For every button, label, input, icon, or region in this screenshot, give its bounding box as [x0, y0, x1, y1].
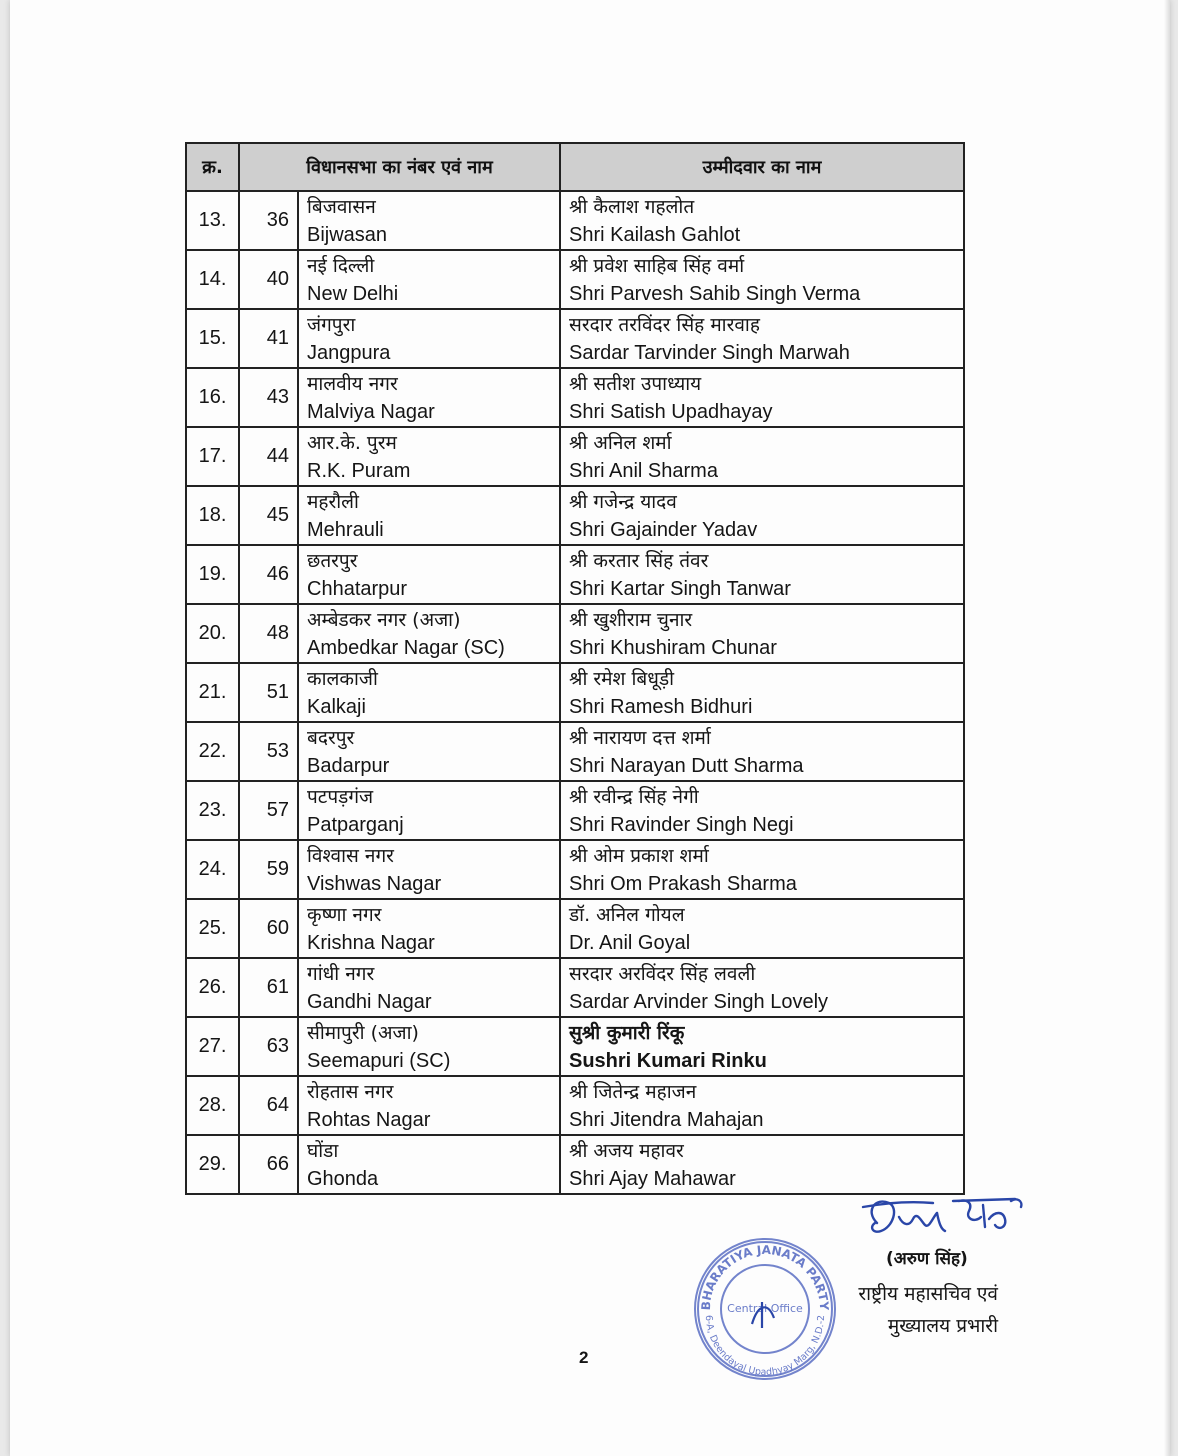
- constituency-number-cell: 60: [239, 899, 298, 958]
- constituency-number-cell: 57: [239, 781, 298, 840]
- serial-cell: 17.: [186, 427, 239, 486]
- constituency-number-cell: 66: [239, 1135, 298, 1194]
- constituency-number-cell: 41: [239, 309, 298, 368]
- candidate-name-cell: [560, 958, 964, 1017]
- candidate-name-hindi: श्री जितेन्द्र महाजन: [569, 1081, 697, 1103]
- candidate-name-cell: [560, 722, 964, 781]
- constituency-name-hindi: कृष्णा नगर: [307, 904, 382, 926]
- constituency-name-english: Ambedkar Nagar (SC): [307, 637, 505, 659]
- constituency-name-english: Mehrauli: [307, 519, 384, 541]
- table-row: [186, 899, 964, 958]
- signatory-title-line2: मुख्यालय प्रभारी: [887, 1315, 998, 1337]
- constituency-name-hindi: पटपड़गंज: [307, 786, 374, 808]
- svg-text:BHARATIYA JANATA PARTY: BHARATIYA JANATA PARTY: [698, 1242, 832, 1311]
- candidate-name-english: Shri Parvesh Sahib Singh Verma: [569, 283, 861, 305]
- page-number: 2: [579, 1348, 589, 1367]
- constituency-number-cell: 61: [239, 958, 298, 1017]
- candidate-name-hindi: सरदार तरविंदर सिंह मारवाह: [569, 314, 760, 336]
- serial-cell: 13.: [186, 191, 239, 250]
- constituency-name-cell: [298, 781, 560, 840]
- table-row: [186, 368, 964, 427]
- candidate-name-cell: [560, 604, 964, 663]
- serial-cell: 24.: [186, 840, 239, 899]
- candidate-name-english: Sardar Tarvinder Singh Marwah: [569, 342, 850, 364]
- constituency-name-cell: [298, 309, 560, 368]
- constituency-name-english: New Delhi: [307, 283, 399, 305]
- table-row: [186, 486, 964, 545]
- header-serial: क्र.: [186, 143, 239, 191]
- table-row: [186, 722, 964, 781]
- constituency-name-hindi: घोंडा: [307, 1140, 339, 1162]
- serial-cell: 22.: [186, 722, 239, 781]
- candidate-name-cell: [560, 1135, 964, 1194]
- candidate-name-cell: [560, 840, 964, 899]
- constituency-name-hindi: सीमापुरी (अजा): [307, 1022, 419, 1044]
- table-row: [186, 1017, 964, 1076]
- candidate-name-hindi: श्री गजेन्द्र यादव: [569, 491, 677, 513]
- candidate-name-cell: [560, 545, 964, 604]
- candidate-name-hindi: श्री खुशीराम चुनार: [569, 609, 693, 631]
- candidate-name-hindi: श्री अजय महावर: [569, 1140, 684, 1162]
- serial-cell: 23.: [186, 781, 239, 840]
- document-page: [10, 0, 1170, 1456]
- constituency-name-cell: [298, 486, 560, 545]
- constituency-name-english: Chhatarpur: [307, 578, 408, 600]
- constituency-name-cell: [298, 663, 560, 722]
- candidate-name-english: Shri Gajainder Yadav: [569, 519, 758, 541]
- serial-cell: 27.: [186, 1017, 239, 1076]
- table-row: [186, 191, 964, 250]
- candidate-name-hindi: श्री नारायण दत्त शर्मा: [569, 727, 711, 749]
- candidate-name-english: Sushri Kumari Rinku: [569, 1050, 767, 1072]
- constituency-name-hindi: रोहतास नगर: [307, 1081, 394, 1103]
- candidate-name-hindi: श्री ओम प्रकाश शर्मा: [569, 845, 709, 867]
- constituency-name-cell: [298, 722, 560, 781]
- constituency-name-cell: [298, 1017, 560, 1076]
- candidate-name-english: Sardar Arvinder Singh Lovely: [569, 991, 829, 1013]
- candidate-name-cell: [560, 1076, 964, 1135]
- serial-cell: 28.: [186, 1076, 239, 1135]
- constituency-number-cell: 36: [239, 191, 298, 250]
- table-row: [186, 840, 964, 899]
- candidate-name-cell: [560, 427, 964, 486]
- constituency-name-hindi: आर.के. पुरम: [307, 432, 397, 454]
- candidate-name-cell: [560, 368, 964, 427]
- table-row: [186, 250, 964, 309]
- serial-cell: 19.: [186, 545, 239, 604]
- candidate-name-english: Dr. Anil Goyal: [569, 932, 691, 954]
- candidate-name-english: Shri Om Prakash Sharma: [569, 873, 797, 895]
- constituency-name-english: Patparganj: [307, 814, 404, 836]
- candidate-name-english: Shri Khushiram Chunar: [569, 637, 777, 659]
- candidate-name-hindi: सुश्री कुमारी रिंकू: [569, 1022, 685, 1044]
- candidate-list-table: [185, 142, 965, 1195]
- constituency-name-english: Gandhi Nagar: [307, 991, 432, 1013]
- candidate-name-english: Shri Jitendra Mahajan: [569, 1109, 764, 1131]
- candidate-name-cell: [560, 663, 964, 722]
- candidate-name-cell: [560, 191, 964, 250]
- constituency-name-cell: [298, 250, 560, 309]
- signatory-name: (अरुण सिंह): [886, 1249, 968, 1269]
- table-row: [186, 604, 964, 663]
- constituency-number-cell: 53: [239, 722, 298, 781]
- constituency-name-cell: [298, 899, 560, 958]
- constituency-name-cell: [298, 368, 560, 427]
- table-row: [186, 427, 964, 486]
- candidate-name-english: Shri Kartar Singh Tanwar: [569, 578, 791, 600]
- table-row: [186, 1076, 964, 1135]
- constituency-name-hindi: नई दिल्ली: [307, 255, 375, 277]
- constituency-name-cell: [298, 191, 560, 250]
- serial-cell: 14.: [186, 250, 239, 309]
- constituency-name-hindi: छतरपुर: [307, 550, 358, 572]
- constituency-name-cell: [298, 1135, 560, 1194]
- candidate-name-cell: [560, 1017, 964, 1076]
- candidate-name-english: Shri Anil Sharma: [569, 460, 718, 482]
- candidate-name-hindi: श्री अनिल शर्मा: [569, 432, 672, 454]
- constituency-name-hindi: बदरपुर: [307, 727, 355, 749]
- constituency-name-cell: [298, 958, 560, 1017]
- signature-image: [855, 1193, 1030, 1249]
- constituency-name-hindi: बिजवासन: [307, 196, 376, 218]
- candidate-name-hindi: श्री रमेश बिधूड़ी: [569, 668, 675, 690]
- svg-text:6-A, Deendayal Upadhyay Marg,: 6-A, Deendayal Upadhyay Marg, N.D.-2: [702, 1314, 828, 1379]
- constituency-number-cell: 63: [239, 1017, 298, 1076]
- constituency-name-english: Ghonda: [307, 1168, 379, 1190]
- candidate-name-english: Shri Kailash Gahlot: [569, 224, 741, 246]
- candidate-name-hindi: सरदार अरविंदर सिंह लवली: [569, 963, 756, 985]
- candidate-name-hindi: श्री सतीश उपाध्याय: [569, 373, 702, 395]
- table-row: [186, 958, 964, 1017]
- candidate-name-english: Shri Ajay Mahawar: [569, 1168, 736, 1190]
- candidate-name-hindi: श्री रवीन्द्र सिंह नेगी: [569, 786, 699, 808]
- constituency-name-hindi: गांधी नगर: [307, 963, 375, 985]
- constituency-name-cell: [298, 427, 560, 486]
- constituency-name-hindi: कालकाजी: [307, 668, 378, 690]
- constituency-name-english: Krishna Nagar: [307, 932, 435, 954]
- serial-cell: 15.: [186, 309, 239, 368]
- serial-cell: 16.: [186, 368, 239, 427]
- table-row: [186, 545, 964, 604]
- table-row: [186, 1135, 964, 1194]
- constituency-name-english: Rohtas Nagar: [307, 1109, 431, 1131]
- candidate-name-cell: [560, 899, 964, 958]
- constituency-number-cell: 64: [239, 1076, 298, 1135]
- candidate-name-hindi: डॉ. अनिल गोयल: [569, 904, 685, 926]
- constituency-name-english: Bijwasan: [307, 224, 388, 246]
- candidate-name-hindi: श्री प्रवेश साहिब सिंह वर्मा: [569, 255, 745, 277]
- constituency-name-cell: [298, 604, 560, 663]
- candidate-name-hindi: श्री कैलाश गहलोत: [569, 196, 695, 218]
- constituency-name-hindi: विश्वास नगर: [307, 845, 394, 867]
- constituency-name-english: Seemapuri (SC): [307, 1050, 451, 1072]
- candidate-name-cell: [560, 781, 964, 840]
- constituency-name-english: Jangpura: [307, 342, 391, 364]
- constituency-number-cell: 40: [239, 250, 298, 309]
- constituency-name-hindi: जंगपुरा: [307, 314, 356, 336]
- constituency-number-cell: 59: [239, 840, 298, 899]
- serial-cell: 26.: [186, 958, 239, 1017]
- signatory-title-line1: राष्ट्रीय महासचिव एवं: [858, 1283, 998, 1305]
- candidate-name-english: Shri Ravinder Singh Negi: [569, 814, 794, 836]
- constituency-number-cell: 48: [239, 604, 298, 663]
- serial-cell: 18.: [186, 486, 239, 545]
- constituency-name-english: Vishwas Nagar: [307, 873, 442, 895]
- svg-text:Central Office: Central Office: [727, 1302, 803, 1315]
- candidate-name-cell: [560, 486, 964, 545]
- table-row: [186, 781, 964, 840]
- candidate-name-cell: [560, 250, 964, 309]
- constituency-number-cell: 43: [239, 368, 298, 427]
- header-candidate: उम्मीदवार का नाम: [560, 143, 964, 191]
- table-header-row: [186, 143, 964, 191]
- constituency-name-hindi: मालवीय नगर: [307, 373, 398, 395]
- table-row: [186, 309, 964, 368]
- table-row: [186, 663, 964, 722]
- header-constituency: विधानसभा का नंबर एवं नाम: [239, 143, 560, 191]
- candidate-name-cell: [560, 309, 964, 368]
- constituency-number-cell: 46: [239, 545, 298, 604]
- table-body: [186, 191, 964, 1194]
- party-seal-stamp: [692, 1236, 838, 1382]
- constituency-name-cell: [298, 545, 560, 604]
- constituency-name-english: R.K. Puram: [307, 460, 411, 482]
- constituency-name-english: Badarpur: [307, 755, 390, 777]
- constituency-number-cell: 45: [239, 486, 298, 545]
- serial-cell: 25.: [186, 899, 239, 958]
- constituency-name-cell: [298, 1076, 560, 1135]
- constituency-name-english: Malviya Nagar: [307, 401, 435, 423]
- constituency-name-hindi: महरौली: [307, 491, 359, 513]
- serial-cell: 21.: [186, 663, 239, 722]
- serial-cell: 20.: [186, 604, 239, 663]
- constituency-name-english: Kalkaji: [307, 696, 366, 718]
- candidate-name-english: Shri Satish Upadhayay: [569, 401, 773, 423]
- candidate-name-english: Shri Ramesh Bidhuri: [569, 696, 753, 718]
- serial-cell: 29.: [186, 1135, 239, 1194]
- constituency-name-hindi: अम्बेडकर नगर (अजा): [307, 609, 461, 631]
- constituency-name-cell: [298, 840, 560, 899]
- signatory-title: [818, 1278, 998, 1342]
- candidate-name-hindi: श्री करतार सिंह तंवर: [569, 550, 709, 572]
- constituency-number-cell: 51: [239, 663, 298, 722]
- candidate-name-english: Shri Narayan Dutt Sharma: [569, 755, 804, 777]
- constituency-number-cell: 44: [239, 427, 298, 486]
